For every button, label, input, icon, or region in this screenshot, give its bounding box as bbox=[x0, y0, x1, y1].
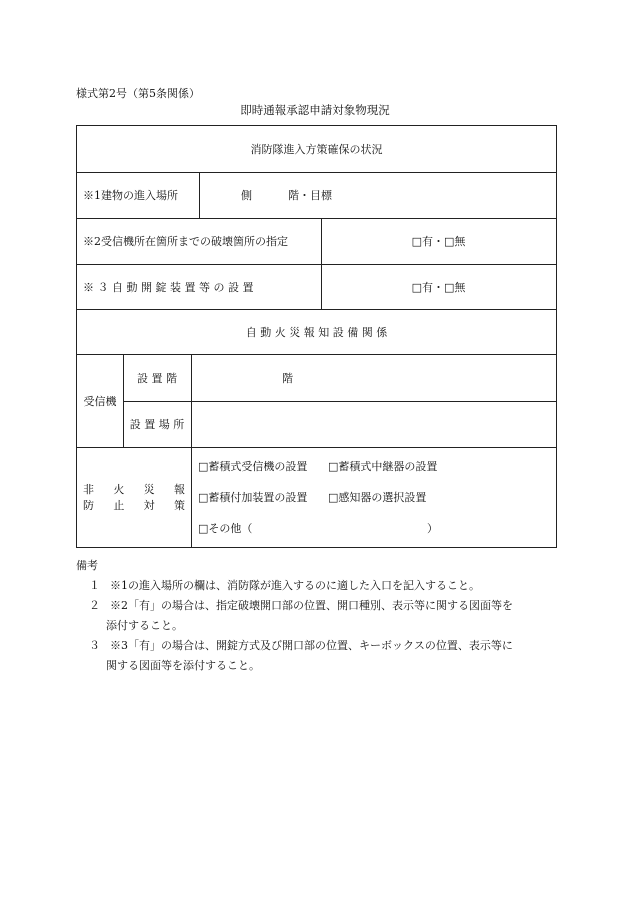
char: 対 bbox=[143, 498, 155, 512]
section-header-access: 消防隊進入方策確保の状況 bbox=[250, 143, 383, 156]
status-table bbox=[76, 125, 557, 548]
install-place-label: 設 置 場 所 bbox=[129, 418, 185, 431]
remark-number: ２ bbox=[89, 599, 100, 612]
nonfire-label-line1 bbox=[83, 482, 185, 498]
char: 防 bbox=[83, 498, 94, 512]
remark-item bbox=[76, 636, 576, 656]
remark-text: ※3「有」の場合は、開錠方式及び開口部の位置、キーボックスの位置、表示等に bbox=[110, 639, 513, 652]
remark-continuation: 添付すること。 bbox=[106, 619, 183, 632]
remark-continuation: 関する図面等を添付すること。 bbox=[106, 659, 260, 672]
nonfire-alarm-label bbox=[83, 447, 185, 548]
option-detector-selection: □感知器の選択設置 bbox=[328, 491, 427, 504]
nonfire-label-line2 bbox=[83, 498, 185, 514]
option-other-close: ） bbox=[427, 522, 438, 535]
entry-side-text: 側 bbox=[241, 189, 252, 202]
destruction-point-label: ※2受信機所在箇所までの破壊箇所の指定 bbox=[83, 235, 288, 248]
char: 災 bbox=[143, 482, 155, 496]
remark-number: １ bbox=[89, 579, 100, 592]
char: 止 bbox=[113, 498, 125, 512]
section-header-fire-alarm: 自 動 火 災 報 知 設 備 関 係 bbox=[245, 325, 388, 339]
entry-location-label: ※1建物の進入場所 bbox=[83, 189, 178, 202]
document-title: 即時通報承認申請対象物現況 bbox=[240, 103, 390, 117]
option-other: □その他（ bbox=[198, 522, 253, 535]
remarks-heading: 備考 bbox=[76, 559, 98, 572]
autolock-choice: □有・□無 bbox=[411, 280, 466, 294]
remark-item bbox=[76, 596, 576, 616]
receiver-label: 受信機 bbox=[83, 394, 117, 408]
option-storage-receiver: □蓄積式受信機の設置 bbox=[198, 460, 308, 473]
remarks bbox=[76, 556, 576, 676]
form-number: 様式第2号（第5条関係） bbox=[76, 87, 200, 100]
install-floor-value: 階 bbox=[282, 371, 293, 385]
remark-text: ※2「有」の場合は、指定破壊開口部の位置、開口種別、表示等に関する図面等を bbox=[110, 599, 513, 612]
char: 報 bbox=[173, 482, 185, 496]
entry-floor-landmark-text: 階・目標 bbox=[288, 189, 332, 202]
remark-item bbox=[76, 576, 576, 596]
autolock-label: ※ ３ 自 動 開 錠 装 置 等 の 設 置 bbox=[83, 280, 254, 294]
col-divider bbox=[191, 354, 192, 548]
remark-number: ３ bbox=[89, 639, 100, 652]
col-divider bbox=[199, 172, 200, 218]
char: 非 bbox=[83, 482, 94, 496]
destruction-point-choice: □有・□無 bbox=[411, 235, 466, 248]
char: 火 bbox=[113, 482, 125, 496]
char: 策 bbox=[173, 498, 185, 512]
install-floor-label: 設 置 階 bbox=[137, 371, 177, 385]
remark-text: ※1の進入場所の欄は、消防隊が進入するのに適した入口を記入すること。 bbox=[110, 579, 480, 592]
option-storage-repeater: □蓄積式中継器の設置 bbox=[328, 460, 438, 473]
option-storage-addon: □蓄積付加装置の設置 bbox=[198, 491, 308, 504]
